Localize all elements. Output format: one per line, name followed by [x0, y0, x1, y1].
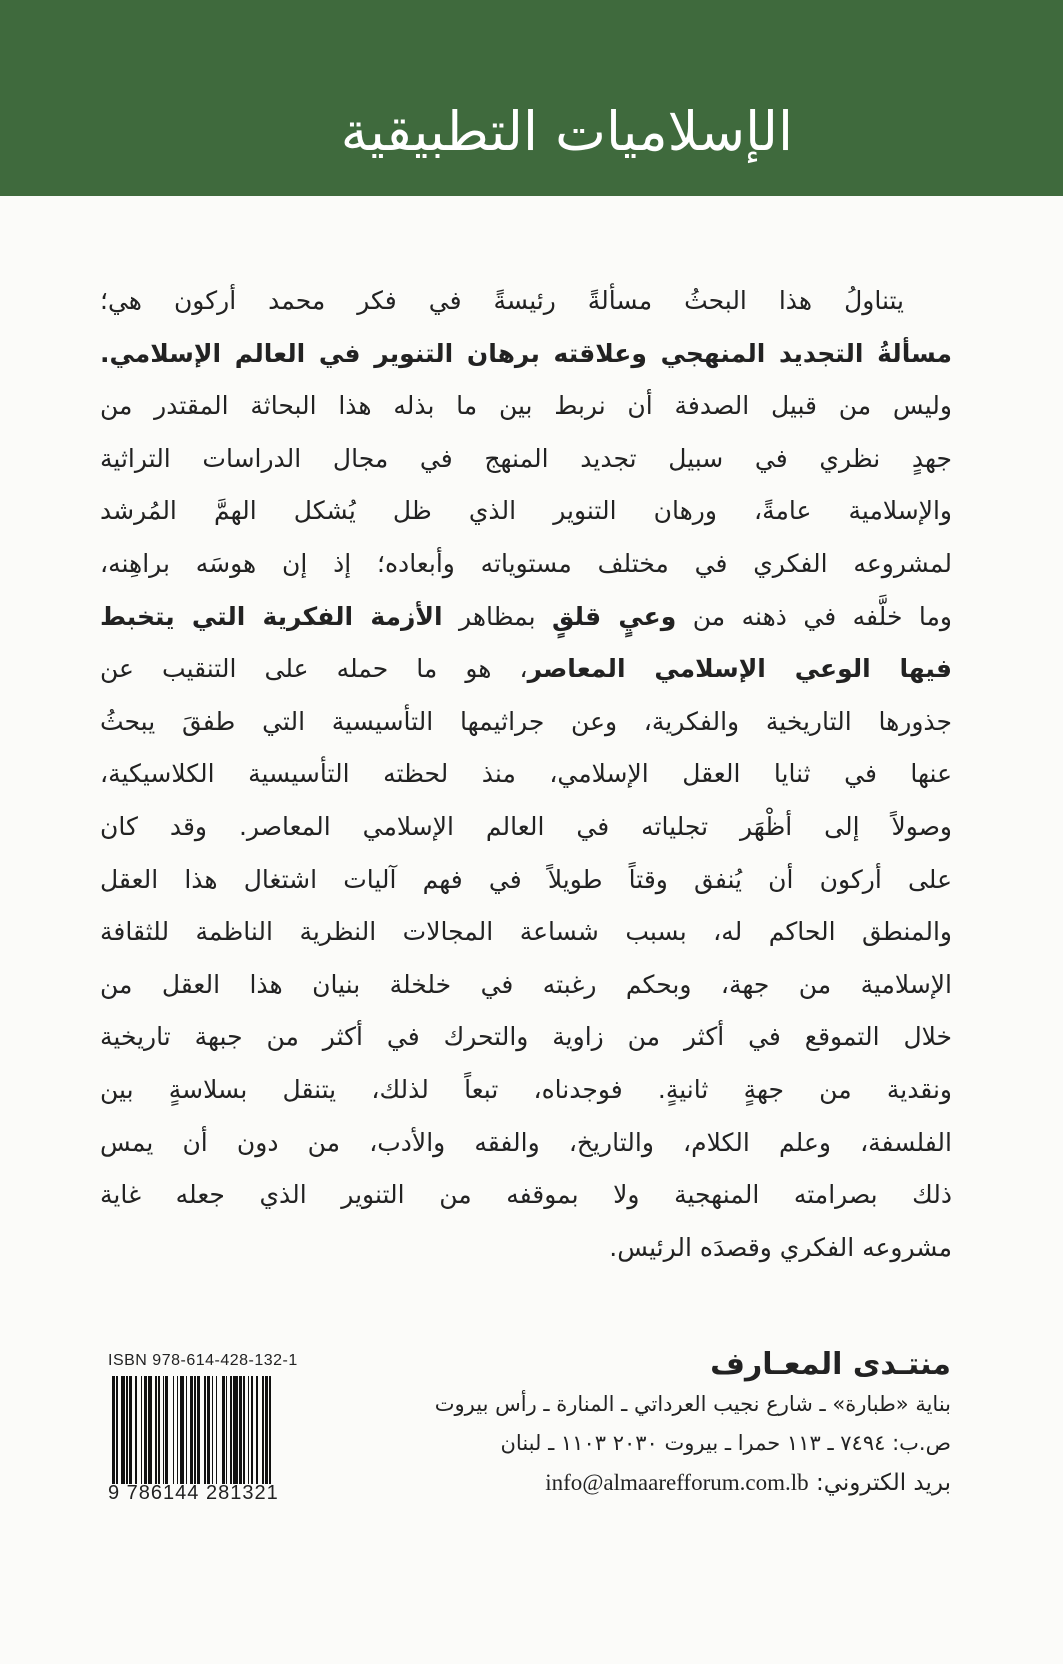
- text-segment: والمنطق الحاكم له، بسبب شساعة المجالات النظرية الناظمة للثقافة: [100, 917, 952, 947]
- text-line: [100, 433, 952, 486]
- bold-text-segment: الأزمة الفكرية التي يتخبط: [100, 601, 443, 631]
- text-line: [100, 538, 952, 591]
- text-line: [100, 328, 952, 381]
- email-label: بريد الكتروني:: [815, 1470, 951, 1496]
- email-address: info@almaarefforum.com.lb: [545, 1470, 809, 1495]
- text-segment: جذورها التاريخية والفكرية، وعن جراثيمها التأسيسية التي طفقَ يبحثُ: [100, 706, 952, 736]
- publisher-pobox: ص.ب: ٧٤٩٤ ـ ١١٣ حمرا ـ بيروت ٢٠٣٠ ١١٠٣ ـ لبنان: [500, 1431, 951, 1455]
- text-segment: على أركون أن يُنفق وقتاً طويلاً في فهم آليات اشتغال هذا العقل: [100, 864, 952, 894]
- blurb-text: [100, 275, 952, 1274]
- text-line: [100, 854, 952, 907]
- text-segment: يتناولُ هذا البحثُ مسألةً رئيسةً في فكر محمد أركون هي؛: [100, 286, 904, 315]
- text-segment: الإسلامية من جهة، وبحكم رغبته في خلخلة بنيان هذا العقل من: [100, 969, 952, 999]
- text-line: [100, 1222, 952, 1275]
- text-line: [100, 906, 952, 959]
- text-segment: مشروعه الفكري وقصدَه الرئيس.: [609, 1232, 952, 1262]
- publisher-address: بناية «طبارة» ـ شارع نجيب العرداتي ـ المنارة ـ رأس بيروت: [434, 1392, 951, 1416]
- text-line: [100, 1169, 952, 1222]
- text-line: [100, 959, 952, 1012]
- bold-text-segment: فيها الوعي الإسلامي المعاصر: [527, 654, 952, 684]
- text-line: [100, 275, 952, 328]
- text-line: [100, 485, 952, 538]
- text-segment: عنها في ثنايا العقل الإسلامي، منذ لحظته التأسيسية الكلاسيكية،: [100, 759, 952, 789]
- bold-text-segment: وعيٍ قلقٍ: [552, 601, 677, 631]
- barcode-bar: [271, 1376, 274, 1484]
- text-line: [100, 801, 952, 854]
- text-segment: بمظاهر: [442, 601, 553, 631]
- publisher-name: منتـدى المعـارف: [710, 1347, 951, 1382]
- barcode: [112, 1376, 317, 1484]
- text-line: [100, 748, 952, 801]
- text-line: [100, 643, 952, 696]
- text-segment: والإسلامية عامةً، ورهان التنوير الذي ظل يُشكل الهمَّ المُرشد: [100, 496, 952, 526]
- publisher-email-row: [431, 1463, 951, 1503]
- text-segment: الفلسفة، وعلم الكلام، والتاريخ، والفقه والأدب، من دون أن يمس: [100, 1127, 952, 1157]
- isbn-label: ISBN 978-614-428-132-1: [108, 1352, 298, 1369]
- text-segment: ، هو ما حمله على التنقيب عن: [100, 654, 528, 684]
- text-segment: ذلك بصرامته المنهجية ولا بموقفه من التنوير الذي جعله غاية: [100, 1180, 952, 1210]
- text-segment: وليس من قبيل الصدفة أن نربط بين ما بذله هذا البحاثة المقتدر من: [100, 391, 952, 421]
- bold-text-segment: مسألةُ التجديد المنهجي وعلاقته برهان التنوير في العالم الإسلامي.: [100, 338, 952, 368]
- text-segment: جهدٍ نظري في سبيل تجديد المنهج في مجال الدراسات التراثية: [100, 443, 952, 473]
- series-title: الإسلاميات التطبيقية: [340, 100, 793, 163]
- text-segment: خلال التموقع في أكثر من زاوية والتحرك في أكثر من جبهة تاريخية: [100, 1022, 952, 1052]
- text-segment: لمشروعه الفكري في مختلف مستوياته وأبعاده؛ إذ إن هوسَه براهِنه،: [100, 548, 952, 578]
- text-segment: ونقدية من جهةٍ ثانيةٍ. فوجدناه، تبعاً لذلك، يتنقل بسلاسةٍ بين: [100, 1074, 952, 1104]
- text-line: [100, 696, 952, 749]
- cover-header-band: [0, 0, 1063, 196]
- text-line: [100, 380, 952, 433]
- text-segment: وصولاً إلى أظْهَر تجلياته في العالم الإسلامي المعاصر. وقد كان: [100, 811, 952, 841]
- text-line: [100, 1064, 952, 1117]
- barcode-digits: 9 786144 281321: [108, 1482, 279, 1504]
- text-line: [100, 1117, 952, 1170]
- publisher-info: [431, 1345, 951, 1503]
- text-segment: وما خلَّفه في ذهنه من: [676, 601, 952, 631]
- text-line: [100, 591, 952, 644]
- text-line: [100, 1011, 952, 1064]
